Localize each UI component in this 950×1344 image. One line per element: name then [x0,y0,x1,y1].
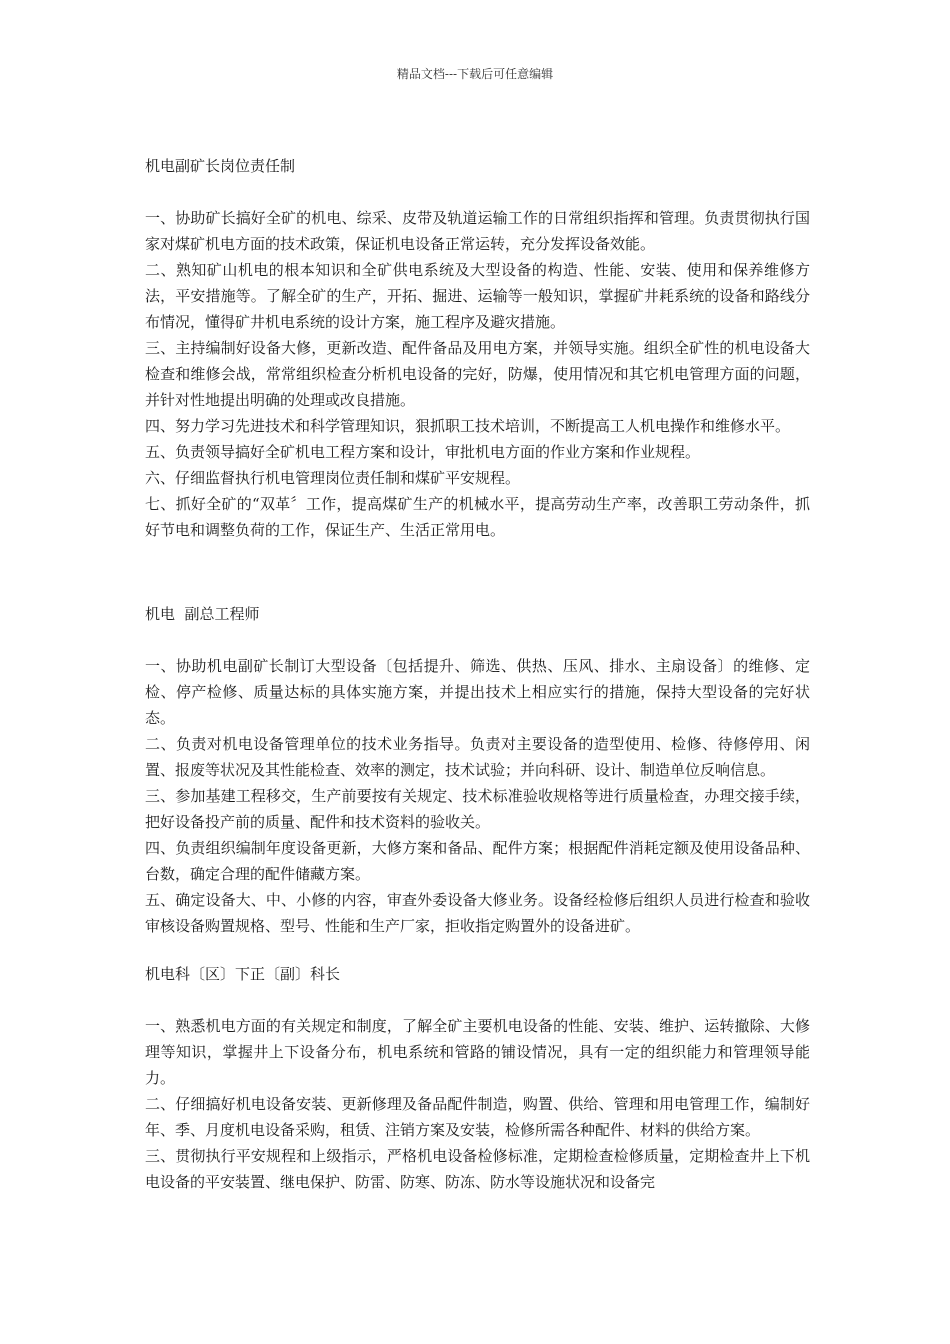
page-header: 精品文档---下载后可任意编辑 [396,67,554,81]
paragraph: 五、负责领导搞好全矿机电工程方案和设计，审批机电方面的作业方案和作业规程。 [145,443,701,461]
paragraph: 四、负责组织编制年度设备更新，大修方案和备品、配件方案；根据配件消耗定额及使用设备品种、台数，确定合理的配件储藏方案。 [145,839,810,883]
paragraph: 三、参加基建工程移交，生产前要按有关规定、技术标准验收规格等进行质量检查，办理交接手续，把好设备投产前的质量、配件和技术资料的验收关。 [145,787,810,831]
section-title: 机电副矿长岗位责任制 [145,157,296,175]
section-title: 机电 副总工程师 [145,605,260,623]
section-title: 机电科〔区〕下正〔副〕科长 [145,965,341,983]
paragraph: 七、抓好全矿的“双革〞工作，提高煤矿生产的机械水平，提高劳动生产率，改善职工劳动条件，抓好节电和调整负荷的工作，保证生产、生活正常用电。 [145,495,810,539]
paragraph: 三、主持编制好设备大修，更新改造、配件备品及用电方案，并领导实施。组织全矿性的机电设备大检查和维修会战，常常组织检查分析机电设备的完好，防爆，使用情况和其它机电管理方面的问题，并针对性地提出明确的处理或改良措施。 [145,339,810,409]
paragraph: 二、负责对机电设备管理单位的技术业务指导。负责对主要设备的造型使用、检修、待修停用、闲置、报废等状况及其性能检查、效率的测定，技术试验；并向科研、设计、制造单位反响信息。 [145,735,810,779]
paragraph: 五、确定设备大、中、小修的内容，审查外委设备大修业务。设备经检修后组织人员进行检查和验收审核设备购置规格、型号、性能和生产厂家，拒收指定购置外的设备进矿。 [145,891,810,935]
paragraph: 三、贯彻执行平安规程和上级指示，严格机电设备检修标准，定期检查检修质量，定期检查井上下机电设备的平安装置、继电保护、防雷、防寒、防冻、防水等设施状况和设备完 [145,1147,810,1191]
paragraph: 一、协助矿长搞好全矿的机电、综采、皮带及轨道运输工作的日常组织指挥和管理。负责贯彻执行国家对煤矿机电方面的技术政策，保证机电设备正常运转，充分发挥设备效能。 [145,209,810,253]
paragraph: 六、仔细监督执行机电管理岗位责任制和煤矿平安规程。 [145,469,521,487]
paragraph: 二、仔细搞好机电设备安装、更新修理及备品配件制造，购置、供给、管理和用电管理工作，编制好年、季、月度机电设备采购，租赁、注销方案及安装，检修所需各种配件、材料的供给方案。 [145,1095,810,1139]
paragraph: 二、熟知矿山机电的根本知识和全矿供电系统及大型设备的构造、性能、安装、使用和保养维修方法，平安措施等。了解全矿的生产，开拓、掘进、运输等一般知识，掌握矿井耗系统的设备和路线分布情况，懂得矿井机电系统的设计方案，施工程序及避灾措施。 [145,261,810,331]
paragraph: 一、熟悉机电方面的有关规定和制度，了解全矿主要机电设备的性能、安装、维护、运转撤除、大修理等知识，掌握井上下设备分布，机电系统和管路的铺设情况，具有一定的组织能力和管理领导能力。 [145,1017,810,1087]
paragraph: 一、协助机电副矿长制订大型设备〔包括提升、筛选、供热、压风、排水、主扇设备〕的维修、定检、停产检修、质量达标的具体实施方案，并提出技术上相应实行的措施，保持大型设备的完好状态。 [145,657,810,727]
document-body [145,153,810,1195]
paragraph: 四、努力学习先进技术和科学管理知识，狠抓职工技术培训，不断提高工人机电操作和维修水平。 [145,417,791,435]
